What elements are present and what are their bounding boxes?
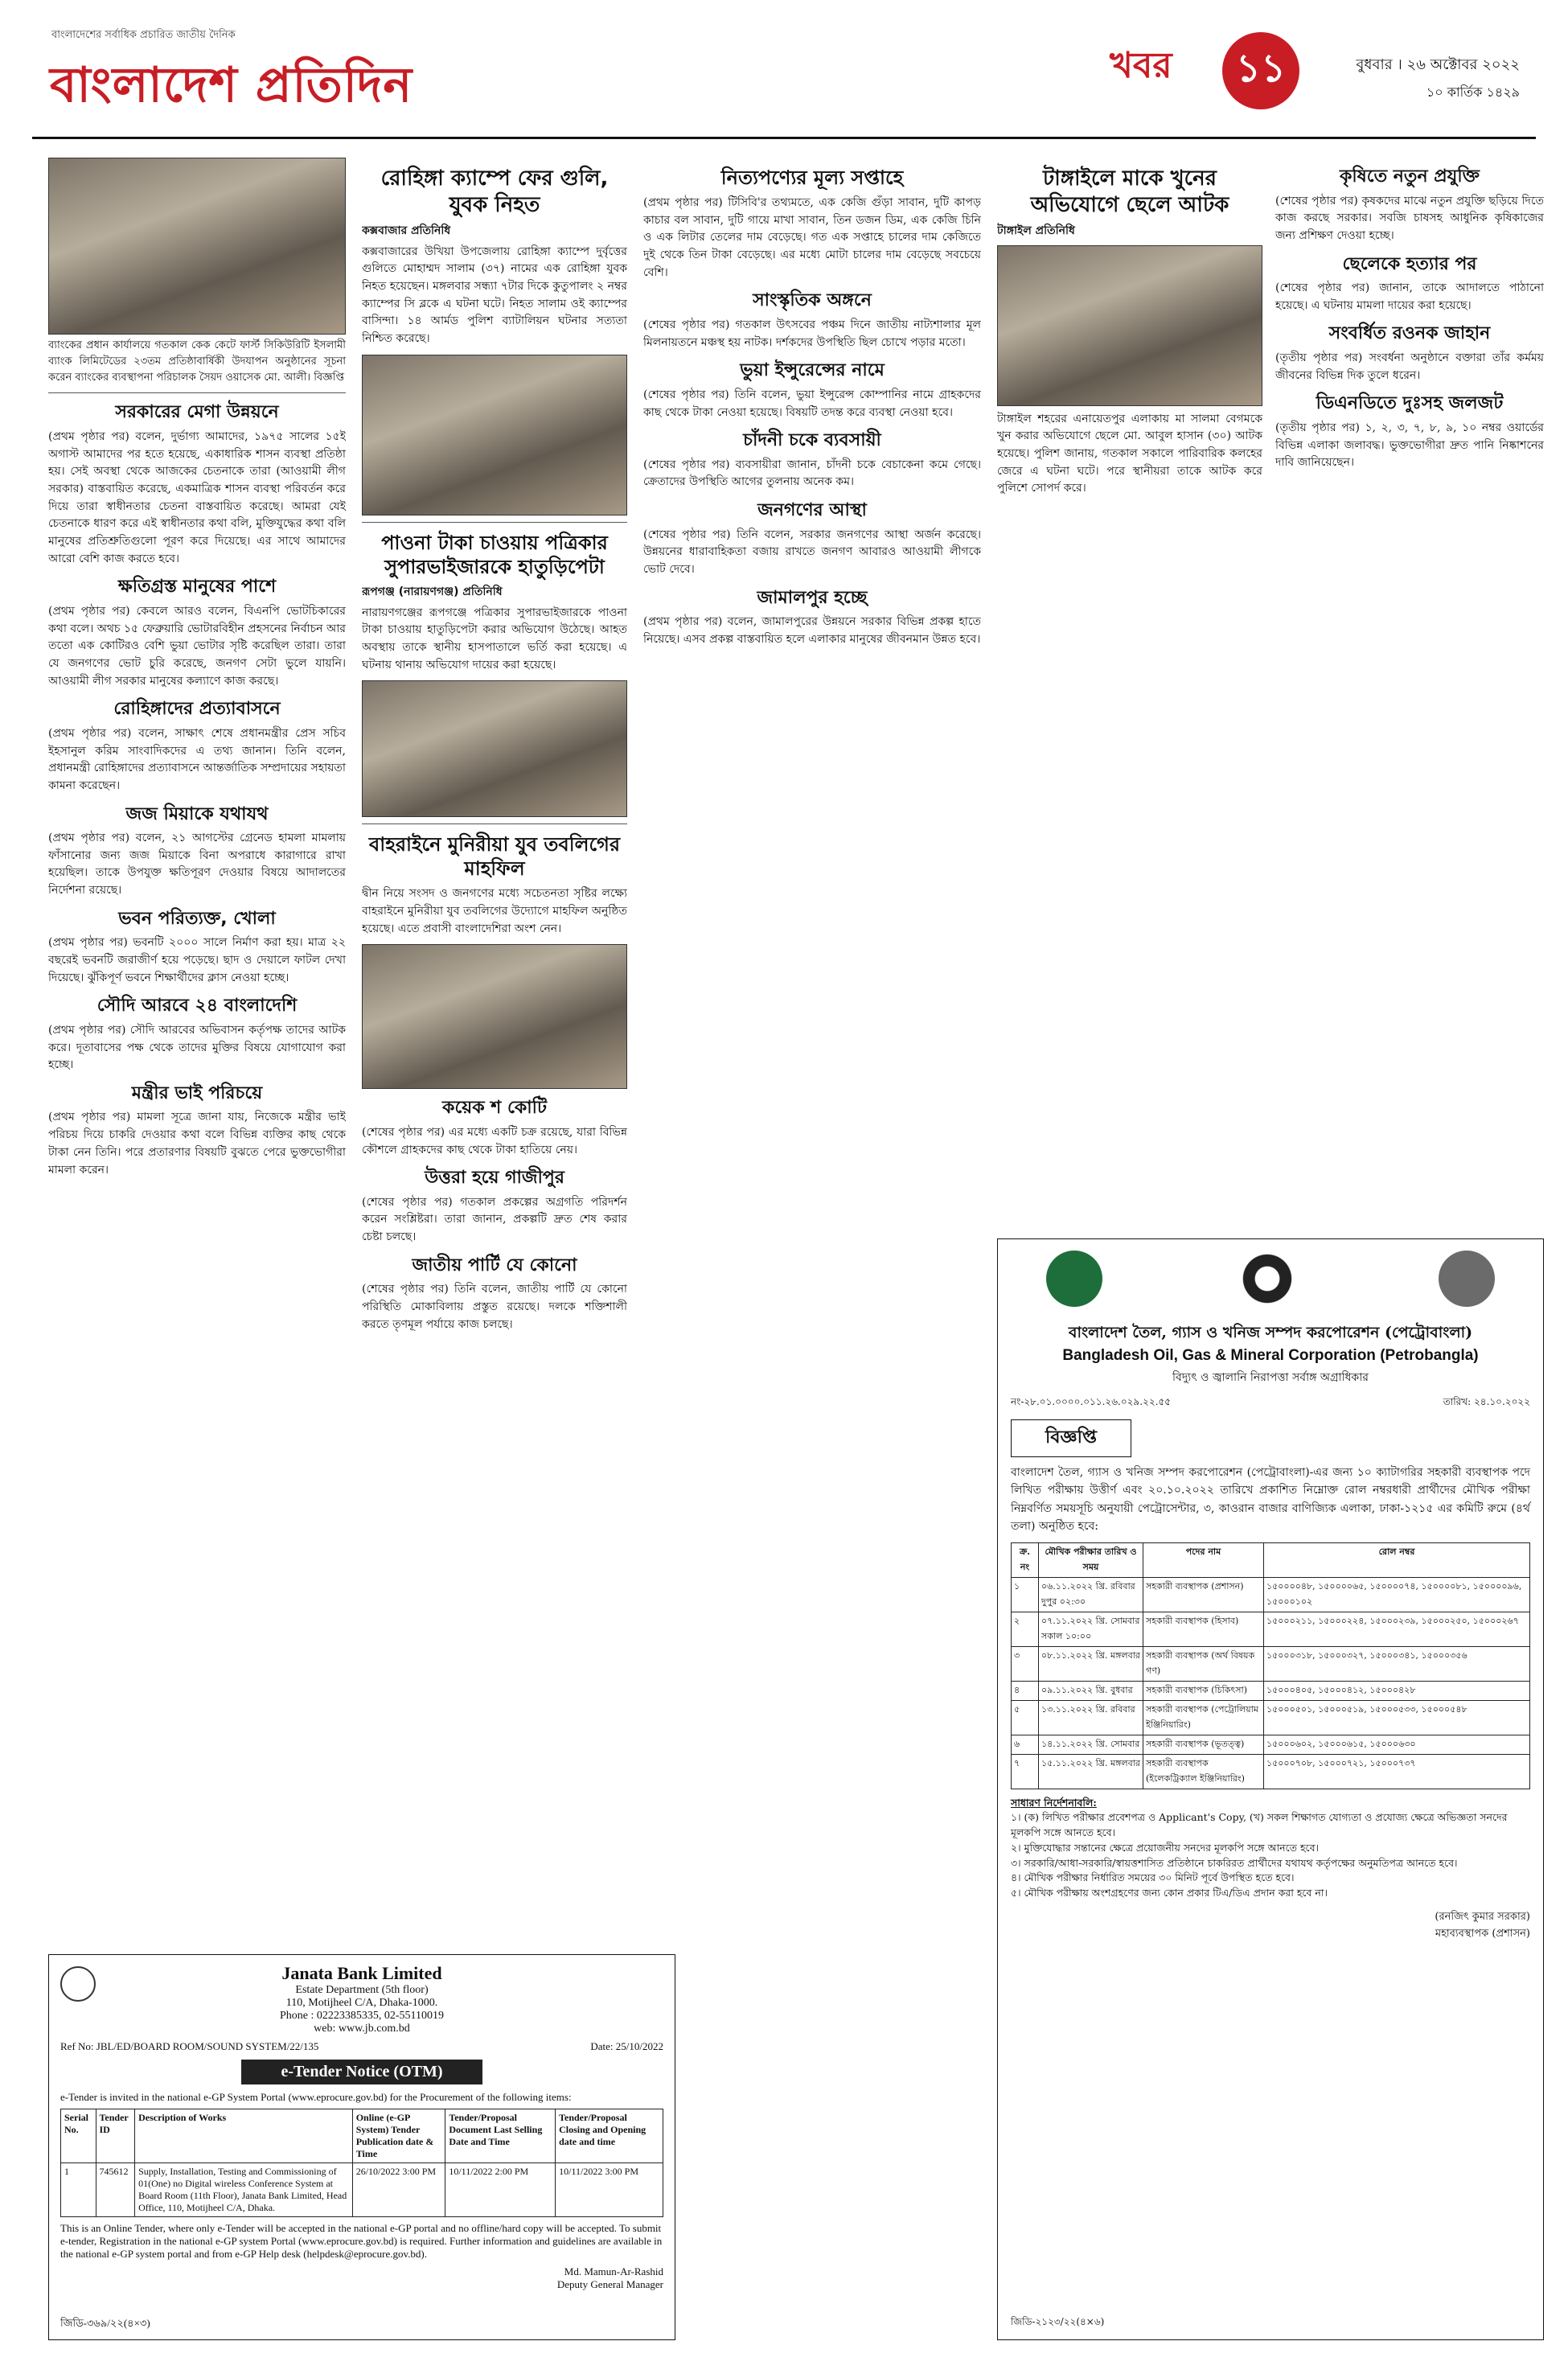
tangail-story bbox=[997, 158, 1262, 503]
article-body: (প্রথম পৃষ্ঠার পর) বলেন, দুর্ভাগ্য আমাদের, ১৯৭৫ সালের ১৫ই অগাস্ট আমাদের পর হতে হয়েছে, একাধারিক শাসন ব্যবস্থা প্রতিষ্ঠা হয়। সেই অবস্থা থেকে আজকের চেতনাকে তারা (আওয়ামী লীগ সরকার) বাস্তবায়িত করেছে, একমাত্রিক শাসন ব্যবস্থা পরিবর্তন করে দিয়ে তারা স্বাধীনতার চেতনা বাস্তবায়িত করেছে। আমরা যেই চেতনাকে ধারণ করে এই স্বাধীনতার কথা বলি, মুক্তিযুদ্ধের কথা বলি মানুষের প্রতিশ্রুতিগুলো পূরণ করে দিয়েছে। এর সাথে আমাদের আরো বেশি কাজ করতে হবে। bbox=[48, 429, 346, 565]
table-row bbox=[1012, 1735, 1530, 1754]
ref-date: Date: 25/10/2022 bbox=[590, 2040, 663, 2052]
table-cell: 1 bbox=[61, 2163, 96, 2217]
bank-dept: Estate Department (5th floor) bbox=[295, 1984, 429, 1996]
table-cell: 10/11/2022 3:00 PM bbox=[556, 2163, 663, 2217]
article-headline: ভুয়া ইন্সুরেন্সের নামে bbox=[740, 360, 885, 381]
memo-number: নং-২৮.০১.০০০০.০১১.২৬.০২৯.২২.৫৫ bbox=[1011, 1396, 1172, 1407]
page-info bbox=[1102, 29, 1520, 142]
article-body: (প্রথম পৃষ্ঠার পর) বলেন, সাক্ষাৎ শেষে প্রধানমন্ত্রীর প্রেস সচিব ইহসানুল করিম সাংবাদিকদের এ তথ্য জানান। তিনি বলেন, প্রধানমন্ত্রী রোহিঙ্গাদের প্রত্যাবাসনে আন্তর্জাতিক সম্প্রদায়ের সহায়তা কামনা করেছেন। bbox=[48, 726, 346, 792]
table-cell: ১৫০০০৭০৮, ১৫০০০৭২১, ১৫০০০৭৩৭ bbox=[1264, 1754, 1530, 1789]
article-headline: সংবর্ধিত রওনক জাহান bbox=[1328, 323, 1491, 344]
column-header: রোল নম্বর bbox=[1264, 1542, 1530, 1577]
memo-date: তারিখ: ২৪.১০.২০২২ bbox=[1443, 1396, 1530, 1407]
publication-date-bangla: ১০ কার্তিক ১৪২৯ bbox=[1426, 84, 1520, 100]
article-body: নারায়ণগঞ্জের রূপগঞ্জে পত্রিকার সুপারভাইজারকে পাওনা টাকা চাওয়ায় হাতুড়িপেটা করার অভিযোগ উঠেছে। আহত অবস্থায় তাকে স্থানীয় হাসপাতালে ভর্তি করা হয়েছে। এ ঘটনায় থানায় অভিযোগ দায়ের করা হয়েছে। bbox=[362, 606, 627, 672]
section-name: খবর bbox=[1110, 45, 1172, 86]
mujib-centenary-logo-icon bbox=[1046, 1251, 1102, 1307]
bank-address: 110, Motijheel C/A, Dhaka-1000. bbox=[285, 1997, 438, 2009]
photo-caption: ব্যাংকের প্রধান কার্যালয়ে গতকাল কেক কেটে ফার্স্ট সিকিউরিটি ইসলামী ব্যাংক লিমিটেডের ২৩তম প্রতিষ্ঠাবার্ষিকী উদযাপন অনুষ্ঠানের সূচনা করেন ব্যাংকের ব্যবস্থাপনা পরিচালক সৈয়দ ওয়াসেক মো. আলী। বিজ্ঞপ্তি bbox=[48, 339, 346, 384]
table-cell: ১৫০০০০৪৮, ১৫০০০০৬৫, ১৫০০০০৭৪, ১৫০০০০৮১, ১৫০০০০৯৬, ১৫০০০১০২ bbox=[1264, 1577, 1530, 1612]
table-cell: সহকারী ব্যবস্থাপক (চিকিৎসা) bbox=[1143, 1681, 1264, 1700]
notice-signature bbox=[1011, 1909, 1530, 1943]
table-cell: ১৫০০০৬০২, ১৫০০০৬১৫, ১৫০০০৬৩০ bbox=[1264, 1735, 1530, 1754]
article-body: (শেষের পৃষ্ঠার পর) কৃষকদের মাঝে নতুন প্রযুক্তি ছড়িয়ে দিতে কাজ করছে সরকার। সবজি চাষসহ আধুনিক কৃষিকাজের জন্য প্রশিক্ষণ দেওয়া হচ্ছে। bbox=[1275, 194, 1544, 242]
table-cell: 10/11/2022 2:00 PM bbox=[445, 2163, 556, 2217]
table-cell: ৭ bbox=[1012, 1754, 1039, 1789]
page-number-badge: ১১ bbox=[1222, 32, 1299, 109]
article-body: দ্বীন নিয়ে সংসদ ও জনগণের মধ্যে সচেতনতা সৃষ্টির লক্ষ্যে বাহরাইনে মুনিরীয়া যুব তবলিগের উদ্যোগে মাহফিল অনুষ্ঠিত হয়েছে। এতে প্রবাসী বাংলাদেশিরা অংশ নেন। bbox=[362, 887, 627, 935]
article-headline: টাঙ্গাইলে মাকে খুনের অভিযোগে ছেলে আটক bbox=[1030, 166, 1229, 217]
gd-number: জিডি-২১২৩/২২(৪×৬) bbox=[1011, 2316, 1105, 2327]
column-header: Tender/Proposal Document Last Selling Date and Time bbox=[445, 2109, 556, 2163]
column-header: পদের নাম bbox=[1143, 1542, 1264, 1577]
table-row bbox=[1012, 1646, 1530, 1681]
byline: রূপগঞ্জ (নারায়ণগঞ্জ) প্রতিনিধি bbox=[362, 585, 503, 598]
signer-name: (রনজিৎ কুমার সরকার) bbox=[1435, 1910, 1530, 1923]
article-body: (তৃতীয় পৃষ্ঠার পর) ১, ২, ৩, ৭, ৮, ৯, ১০ নম্বর ওয়ার্ডের বিভিন্ন এলাকা জলাবদ্ধ। ভুক্তভোগীরা দ্রুত পানি নিষ্কাশনের দাবি জানিয়েছেন। bbox=[1275, 421, 1544, 470]
article-body: (প্রথম পৃষ্ঠার পর) মামলা সূত্রে জানা যায়, নিজেকে মন্ত্রীর ভাই পরিচয় দিয়ে চাকরি দেওয়ার কথা বলে বিভিন্ন ব্যক্তির কাছ থেকে টাকা নেন তিনি। পরে প্রতারণার বিষয়টি বুঝতে পেরে ভুক্তভোগীরা মামলা করেন। bbox=[48, 1111, 346, 1177]
article-headline: জামালপুর হচ্ছে bbox=[757, 587, 868, 608]
column-4 bbox=[997, 158, 1544, 1227]
article-body: (শেষের পৃষ্ঠার পর) গতকাল প্রকল্পের অগ্রগতি পরিদর্শন করেন সংশ্লিষ্টরা। তারা জানান, প্রকল্পটি দ্রুত শেষ করার চেষ্টা চলছে। bbox=[362, 1195, 627, 1244]
tender-signature bbox=[60, 2265, 663, 2291]
article-body: (শেষের পৃষ্ঠার পর) তিনি বলেন, সরকার জনগণের আস্থা অর্জন করেছে। উন্নয়নের ধারাবাহিকতা বজায় রাখতে জনগণ আবারও আওয়ামী লীগকে ভোট দেবে। bbox=[643, 528, 981, 576]
table-cell: ০৯.১১.২০২২ খ্রি. বুধবার bbox=[1039, 1681, 1143, 1700]
article-body: (প্রথম পৃষ্ঠার পর) টিসিবি'র তথ্যমতে, এক কেজি গুঁড়া সাবান, দুটি কাপড় কাচার বল সাবান, দুটি গায়ে মাখা সাবান, তিন ডজন ডিম, এক কেজি চিনি ও এক লিটার তেলের দাম বেড়েছে। গত এক সপ্তাহে চালের দাম কেজিতে দুই থেকে তিন টাকা বেড়েছে। এর মধ্যে মোটা চালের দাম বেড়েছে সবচেয়ে বেশি। bbox=[643, 196, 981, 279]
tender-title: e-Tender Notice (OTM) bbox=[241, 2060, 482, 2084]
instruction-item: ৪। মৌখিক পরীক্ষার নির্ধারিত সময়ের ৩০ মিনিট পূর্বে উপস্থিত হতে হবে। bbox=[1011, 1871, 1295, 1884]
column-header: মৌখিক পরীক্ষার তারিখ ও সময় bbox=[1039, 1542, 1143, 1577]
article-headline: ভবন পরিত্যক্ত, খোলা bbox=[118, 908, 276, 929]
table-cell: ১ bbox=[1012, 1577, 1039, 1612]
divider bbox=[48, 392, 346, 393]
right-top-row bbox=[997, 158, 1544, 503]
article-headline: সৌদি আরবে ২৪ বাংলাদেশি bbox=[96, 996, 298, 1017]
article-body: (শেষের পৃষ্ঠার পর) তিনি বলেন, ভুয়া ইন্সুরেন্স কোম্পানির নামে গ্রাহকদের কাছ থেকে টাকা নেওয়া হয়েছে। বিষয়টি তদন্ত করে ব্যবস্থা নেওয়া হবে। bbox=[643, 388, 981, 419]
article-headline: রোহিঙ্গা ক্যাম্পে ফের গুলি, যুবক নিহত bbox=[380, 166, 609, 217]
column-header: Description of Works bbox=[135, 2109, 353, 2163]
instruction-item: ১। (ক) লিখিত পরীক্ষার প্রবেশপত্র ও Applicant's Copy, (খ) সকল শিক্ষাগত যোগ্যতা ও প্রযোজ্য ক্ষেত্রে অভিজ্ঞতা সনদের মূলকপি সঙ্গে আনতে হবে। bbox=[1011, 1811, 1508, 1839]
article-headline: ছেলেকে হত্যার পর bbox=[1342, 253, 1477, 274]
tender-intro: e-Tender is invited in the national e-GP System Portal (www.eprocure.gov.bd) for the Procurement of the following items: bbox=[60, 2091, 572, 2103]
table-cell: 745612 bbox=[96, 2163, 135, 2217]
table-cell: সহকারী ব্যবস্থাপক (পেট্রোলিয়াম ইঞ্জিনিয়ারিং) bbox=[1143, 1700, 1264, 1735]
article-headline: চাঁদনী চকে ব্যবসায়ী bbox=[743, 430, 881, 451]
column-1 bbox=[48, 158, 346, 1943]
table-cell: সহকারী ব্যবস্থাপক (অর্থ বিষয়ক গণ) bbox=[1143, 1646, 1264, 1681]
table-cell: ১৫০০০৪০৫, ১৫০০০৪১২, ১৫০০০৪২৮ bbox=[1264, 1681, 1530, 1700]
article-body: (শেষের পৃষ্ঠার পর) ব্যবসায়ীরা জানান, চাঁদনী চকে বেচাকেনা কমে গেছে। ক্রেতাদের উপস্থিতি আগের তুলনায় অনেক কম। bbox=[643, 458, 981, 489]
general-instructions bbox=[1011, 1796, 1530, 1901]
article-headline: জনগণের আস্থা bbox=[757, 500, 867, 521]
article-headline: সাংস্কৃতিক অঙ্গনে bbox=[753, 290, 872, 311]
article-headline: পাওনা টাকা চাওয়ায় পত্রিকার সুপারভাইজারকে হাতুড়িপেটা bbox=[381, 531, 608, 578]
article-headline: সরকারের মেগা উন্নয়নে bbox=[115, 402, 279, 423]
article-body: (প্রথম পৃষ্ঠার পর) ভবনটি ২০০০ সালে নির্মাণ করা হয়। মাত্র ২২ বছরেই ভবনটি জরাজীর্ণ হয়ে পড়েছে। ছাদ ও দেয়ালে ফাটল দেখা দিয়েছে। ঝুঁকিপূর্ণ ভবনে শিক্ষার্থীদের ক্লাস নেওয়া হচ্ছে। bbox=[48, 936, 346, 984]
janata-bank-tender-ad bbox=[48, 1954, 675, 2340]
table-cell: সহকারী ব্যবস্থাপক (ভূতত্ত্ব) bbox=[1143, 1735, 1264, 1754]
column-2 bbox=[362, 158, 627, 1943]
ref-number: Ref No: JBL/ED/BOARD ROOM/SOUND SYSTEM/22/135 bbox=[60, 2040, 319, 2052]
article-headline: জজ মিয়াকে যথাযথ bbox=[125, 803, 269, 824]
table-cell: ৫ bbox=[1012, 1700, 1039, 1735]
portrait-logo-icon bbox=[1439, 1251, 1495, 1307]
article-headline: ডিএনডিতে দুঃসহ জলজট bbox=[1316, 393, 1504, 414]
publication-date: বুধবার । ২৬ অক্টোবর ২০২২ bbox=[1356, 56, 1520, 73]
gd-number: জিডি-৩৬৯/২২(৪×৩) bbox=[60, 2317, 150, 2329]
article-body: (প্রথম পৃষ্ঠার পর) কেবলে আরও বলেন, বিএনপি ভোটচিকারের কথা বলে। অথচ ১৫ ফেব্রুয়ারি ভোটারবিহীন প্রহসনের নির্বাচন আর ততো এক কোটিরও বেশি ভুয়া ভোটার সৃষ্টি করেছিল তারা। তারা যে জনগণের ভোট চুরি করেছে, জনগণ সেটা ভুলে যায়নি। আওয়ামী লীগ সরকার মানুষের কল্যাণে কাজ করছে। bbox=[48, 604, 346, 688]
article-body: (শেষের পৃষ্ঠার পর) গতকাল উৎসবের পঞ্চম দিনে জাতীয় নাট্যশালার মূল মিলনায়তনে মঞ্চস্থ হয় নাটক। দর্শকদের উপস্থিতি ছিল চোখে পড়ার মতো। bbox=[643, 318, 981, 349]
tender-footer: This is an Online Tender, where only e-Tender will be accepted in the national e-GP portal and no offline/hard copy will be accepted. To submit e-tender, Registration in the national e-GP system Portal (www.eprocure.gov.bd) is required. Further information and guidelines are available in the national e-GP system portal and from e-GP Help desk (helpdesk@eprocure.gov.bd). bbox=[60, 2222, 663, 2260]
byline: কক্সবাজার প্রতিনিধি bbox=[362, 224, 451, 237]
table-cell: ১৩.১১.২০২২ খ্রি. রবিবার bbox=[1039, 1700, 1143, 1735]
table-cell: ৪ bbox=[1012, 1681, 1039, 1700]
article-body: টাঙ্গাইল শহরের এনায়েতপুর এলাকায় মা সালমা বেগমকে খুন করার অভিযোগে ছেলে মো. আবুল হাসান (৩০) আটক হয়েছে। পুলিশ জানায়, গতকাল সকালে পারিবারিক কলহের জেরে এ ঘটনা ঘটে। পরে স্থানীয়রা তাকে আটক করে পুলিশে সোপর্দ করে। bbox=[997, 412, 1262, 495]
table-cell: ১৫০০০২১১, ১৫০০০২২৪, ১৫০০০২৩৯, ১৫০০০২৫০, ১৫০০০২৬৭ bbox=[1264, 1612, 1530, 1646]
table-cell: ১৪.১১.২০২২ খ্রি. সোমবার bbox=[1039, 1735, 1143, 1754]
column-header: ক্র. নং bbox=[1012, 1542, 1039, 1577]
column-header: Tender/Proposal Closing and Opening date and time bbox=[556, 2109, 663, 2163]
bank-phone: Phone : 02223385335, 02-55110019 bbox=[279, 2010, 445, 2022]
column-header: Tender ID bbox=[96, 2109, 135, 2163]
table-cell: Supply, Installation, Testing and Commissioning of 01(One) no Digital wireless Conference System at Board Room (11th Floor), Janata Bank Limited, Head Office, 110, Motijheel C/A, Dhaka. bbox=[135, 2163, 353, 2217]
table-header-row bbox=[61, 2109, 663, 2163]
bank-name: Janata Bank Limited bbox=[281, 1963, 442, 1983]
table-cell: সহকারী ব্যবস্থাপক (প্রশাসন) bbox=[1143, 1577, 1264, 1612]
table-cell: ০৮.১১.২০২২ খ্রি. মঙ্গলবার bbox=[1039, 1646, 1143, 1681]
right-jumps bbox=[1275, 158, 1544, 503]
signer-name: Md. Mamun-Ar-Rashid bbox=[564, 2265, 663, 2277]
masthead-tagline: বাংলাদেশের সর্বাধিক প্রচারিত জাতীয় দৈনিক bbox=[51, 29, 236, 41]
table-row bbox=[1012, 1681, 1530, 1700]
article-body: (শেষের পৃষ্ঠার পর) জানান, তাকে আদালতে পাঠানো হয়েছে। এ ঘটনায় মামলা দায়ের করা হয়েছে। bbox=[1275, 281, 1544, 312]
article-headline: ক্ষতিগ্রস্ত মানুষের পাশে bbox=[117, 577, 277, 598]
article-body: (শেষের পৃষ্ঠার পর) তিনি বলেন, জাতীয় পার্টি যে কোনো পরিস্থিতি মোকাবিলায় প্রস্তুত রয়েছে। দলকে শক্তিশালী করতে তৃণমূল পর্যায়ে কাজ চলছে। bbox=[362, 1283, 627, 1331]
org-title-bangla: বাংলাদেশ তৈল, গ্যাস ও খনিজ সম্পদ করপোরেশন (পেট্রোবাংলা) bbox=[1068, 1324, 1473, 1341]
table-header-row bbox=[1012, 1542, 1530, 1577]
bank-website: web: www.jb.com.bd bbox=[314, 2023, 410, 2035]
column-3 bbox=[643, 158, 981, 2329]
table-cell: ০৭.১১.২০২২ খ্রি. সোমবার সকাল ১০:০০ bbox=[1039, 1612, 1143, 1646]
article-body: (প্রথম পৃষ্ঠার পর) বলেন, জামালপুরের উন্নয়নে সরকার বিভিন্ন প্রকল্প হাতে নিয়েছে। এসব প্রকল্প বাস্তবায়িত হলে এলাকার মানুষের জীবনমান উন্নত হবে। bbox=[643, 615, 981, 646]
article-headline: কয়েক শ কোটি bbox=[442, 1098, 547, 1119]
instruction-item: ৫। মৌখিক পরীক্ষায় অংশগ্রহণের জন্য কোন প্রকার টিএ/ডিএ প্রদান করা হবে না। bbox=[1011, 1887, 1328, 1900]
table-cell: ১৫.১১.২০২২ খ্রি. মঙ্গলবার bbox=[1039, 1754, 1143, 1789]
org-slogan: বিদ্যুৎ ও জ্বালানি নিরাপত্তা সর্বাঙ্গ অগ্রাধিকার bbox=[1172, 1371, 1369, 1384]
column-header: Online (e-GP System) Tender Publication date & Time bbox=[352, 2109, 445, 2163]
notice-body: বাংলাদেশ তৈল, গ্যাস ও খনিজ সম্পদ করপোরেশন (পেট্রোবাংলা)-এর জন্য ১০ ক্যাটাগরির সহকারী ব্যবস্থাপক পদে লিখিত পরীক্ষায় উত্তীর্ণ এবং ২০.১০.২০২২ তারিখে প্রকাশিত নিম্নোক্ত রোল নম্বরধারী প্রার্থীদের মৌখিক পরীক্ষা নিম্নবর্ণিত সময়সূচি অনুযায়ী পেট্রোসেন্টার, ৩, কাওরান বাজার বাণিজ্যিক এলাকা, ঢাকা-১২১৫ এর কমিটি রুমে (৪র্থ তলা) অনুষ্ঠিত হবে: bbox=[1011, 1466, 1530, 1534]
article-body: (প্রথম পৃষ্ঠার পর) সৌদি আরবের অভিবাসন কর্তৃপক্ষ তাদের আটক করে। দূতাবাসের পক্ষ থেকে তাদের মুক্তির বিষয়ে যোগাযোগ করা হচ্ছে। bbox=[48, 1023, 346, 1072]
masthead-divider bbox=[32, 137, 1536, 139]
instructions-title: সাধারণ নির্দেশনাবলি: bbox=[1011, 1796, 1097, 1809]
news-photo bbox=[362, 944, 627, 1089]
memo-row bbox=[1011, 1395, 1530, 1411]
table-row bbox=[1012, 1612, 1530, 1646]
article-headline: কৃষিতে নতুন প্রযুক্তি bbox=[1339, 166, 1480, 187]
table-cell: ১৫০০০৩১৮, ১৫০০০৩২৭, ১৫০০০৩৪১, ১৫০০০৩৫৬ bbox=[1264, 1646, 1530, 1681]
janata-bank-logo-icon bbox=[60, 1966, 96, 2002]
petrobangla-logo-icon bbox=[1239, 1251, 1295, 1307]
column-header: Serial No. bbox=[61, 2109, 96, 2163]
news-photo bbox=[362, 680, 627, 817]
tender-table bbox=[60, 2109, 663, 2217]
article-headline: রোহিঙ্গাদের প্রত্যাবাসনে bbox=[113, 699, 281, 720]
newspaper-logo: বাংলাদেশ প্রতিদিন bbox=[50, 57, 413, 113]
viva-schedule-table bbox=[1011, 1542, 1530, 1789]
table-cell: ২ bbox=[1012, 1612, 1039, 1646]
ref-row bbox=[60, 2040, 663, 2053]
table-cell: ৬ bbox=[1012, 1735, 1039, 1754]
instruction-item: ৩। সরকারি/আধা-সরকারি/স্বায়ত্তশাসিত প্রতিষ্ঠানে চাকরিরত প্রার্থীদের যথাযথ কর্তৃপক্ষের অনুমতিপত্র আনতে হবে। bbox=[1011, 1856, 1458, 1869]
article-headline: জাতীয় পার্টি যে কোনো bbox=[412, 1255, 577, 1275]
article-headline: উত্তরা হয়ে গাজীপুর bbox=[425, 1168, 564, 1189]
table-cell: সহকারী ব্যবস্থাপক (হিসাব) bbox=[1143, 1612, 1264, 1646]
table-row bbox=[1012, 1577, 1530, 1612]
byline: টাঙ্গাইল প্রতিনিধি bbox=[997, 224, 1075, 237]
table-cell: সহকারী ব্যবস্থাপক (ইলেকট্রিক্যাল ইঞ্জিনিয়ারিং) bbox=[1143, 1754, 1264, 1789]
table-row bbox=[1012, 1700, 1530, 1735]
article-body: (শেষের পৃষ্ঠার পর) এর মধ্যে একটি চক্র রয়েছে, যারা বিভিন্ন কৌশলে গ্রাহকদের কাছ থেকে টাকা হাতিয়ে নেয়। bbox=[362, 1125, 627, 1156]
signer-title: মহাব্যবস্থাপক (প্রশাসন) bbox=[1435, 1927, 1530, 1940]
table-cell: ৩ bbox=[1012, 1646, 1039, 1681]
article-headline: বাহরাইনে মুনিরীয়া যুব তবলিগের মাহফিল bbox=[368, 833, 621, 881]
table-cell: 26/10/2022 3:00 PM bbox=[352, 2163, 445, 2217]
notice-heading: বিজ্ঞপ্তি bbox=[1011, 1419, 1131, 1457]
article-headline: মন্ত্রীর ভাই পরিচয়ে bbox=[131, 1082, 263, 1103]
org-title-english: Bangladesh Oil, Gas & Mineral Corporation (Petrobangla) bbox=[1062, 1347, 1479, 1364]
article-body: কক্সবাজারের উখিয়া উপজেলায় রোহিঙ্গা ক্যাম্পে দুর্বৃত্তের গুলিতে মোহাম্মদ সালাম (৩৭) নামের এক রোহিঙ্গা যুবক নিহত হয়েছেন। মঙ্গলবার সন্ধ্যা ৭টার দিকে কুতুপালং ২ নম্বর ক্যাম্পের সি ব্লকে এ ঘটনা ঘটে। নিহত সালাম ওই ক্যাম্পের বাসিন্দা। ১৪ আর্মড পুলিশ ব্যাটালিয়ন ঘটনার সত্যতা নিশ্চিত করেছে। bbox=[362, 244, 627, 346]
news-photo bbox=[997, 245, 1262, 406]
signer-designation: Deputy General Manager bbox=[556, 2278, 663, 2290]
instruction-item: ২। মুক্তিযোদ্ধার সন্তানের ক্ষেত্রে প্রয়োজনীয় সনদের মূলকপি সঙ্গে আনতে হবে। bbox=[1011, 1841, 1319, 1854]
article-body: (প্রথম পৃষ্ঠার পর) বলেন, ২১ আগস্টের গ্রেনেড হামলা মামলায় ফাঁসানোর জন্য জজ মিয়াকে বিনা অপরাধে কারাগারে রাখা হয়েছিল। তাকে উপযুক্ত ক্ষতিপূরণ দেওয়ার বিষয়ে আদালতের নির্দেশনা রয়েছে। bbox=[48, 832, 346, 897]
divider bbox=[362, 522, 627, 523]
masthead bbox=[32, 13, 1536, 150]
article-headline: নিত্যপণ্যের মূল্য সপ্তাহে bbox=[720, 166, 904, 189]
petrobangla-notice-ad bbox=[997, 1238, 1544, 2340]
article-body: (তৃতীয় পৃষ্ঠার পর) সংবর্ধনা অনুষ্ঠানে বক্তারা তাঁর কর্মময় জীবনের বিভিন্ন দিক তুলে ধরেন। bbox=[1275, 351, 1544, 382]
table-cell: ১৫০০০৫০১, ১৫০০০৫১৯, ১৫০০০৫৩৩, ১৫০০০৫৪৮ bbox=[1264, 1700, 1530, 1735]
table-cell: ০৬.১১.২০২২ খ্রি. রবিবার দুপুর ০২:৩০ bbox=[1039, 1577, 1143, 1612]
news-photo bbox=[362, 355, 627, 515]
table-row bbox=[61, 2163, 663, 2217]
table-row bbox=[1012, 1754, 1530, 1789]
bank-anniversary-photo bbox=[48, 158, 346, 335]
